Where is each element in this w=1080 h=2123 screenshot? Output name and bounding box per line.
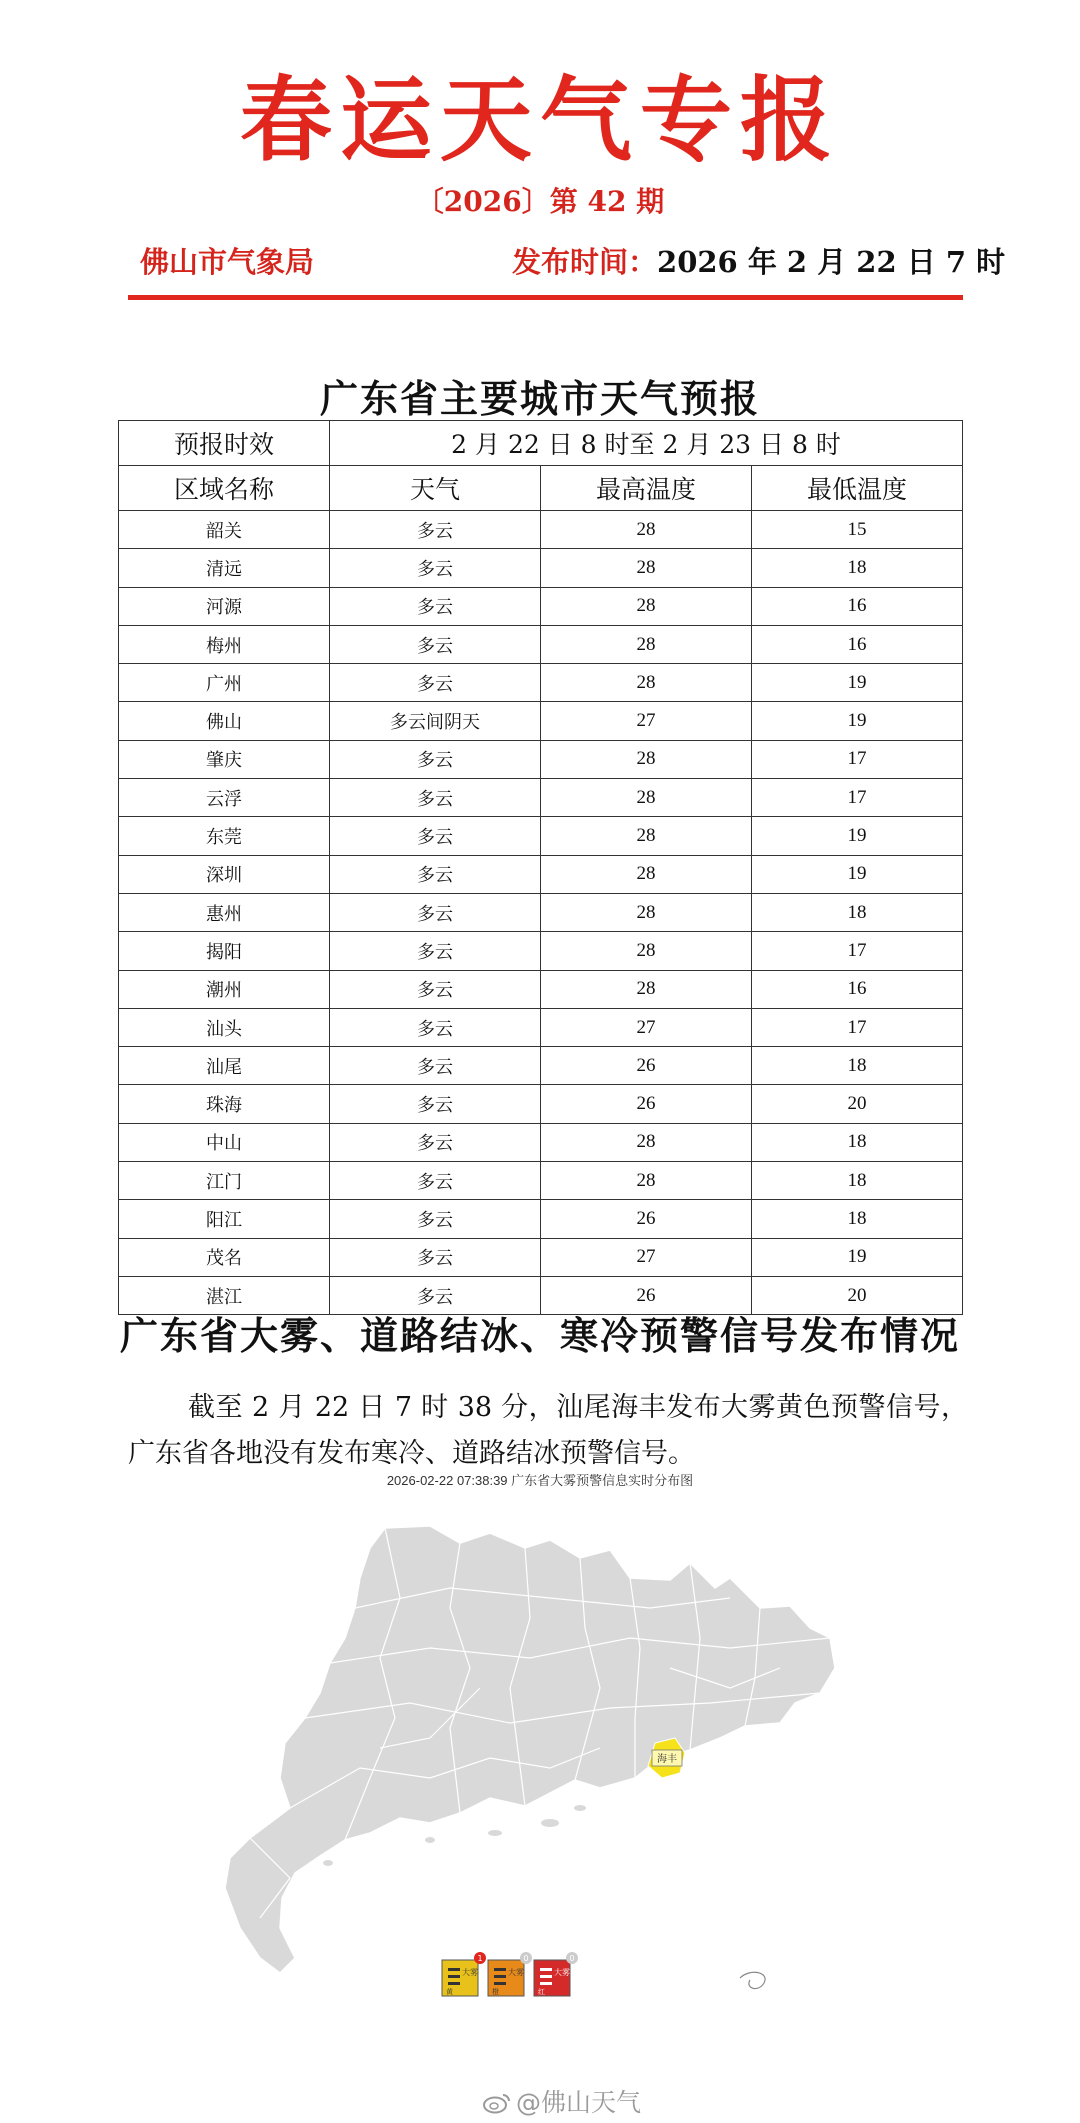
forecast-table: [118, 420, 963, 1315]
city-cell: 江门: [119, 1162, 330, 1200]
max-temp-cell: 26: [541, 1047, 752, 1085]
min-temp-cell: 19: [752, 855, 963, 893]
min-temp-cell: 18: [752, 893, 963, 931]
legend-count: 0: [523, 1954, 529, 1963]
legend-level: 红: [538, 1988, 545, 1996]
city-cell: 肇庆: [119, 740, 330, 778]
publish-time: [512, 240, 1005, 281]
max-temp-cell: 28: [541, 779, 752, 817]
max-temp-cell: 28: [541, 587, 752, 625]
min-temp-cell: 20: [752, 1276, 963, 1314]
legend-orange: [488, 1952, 532, 1996]
max-temp-cell: 27: [541, 1008, 752, 1046]
city-cell: 汕尾: [119, 1047, 330, 1085]
weather-cell: 多云: [330, 511, 541, 549]
city-cell: 揭阳: [119, 932, 330, 970]
max-temp-cell: 28: [541, 817, 752, 855]
city-cell: 云浮: [119, 779, 330, 817]
period-value: 2 月 22 日 8 时至 2 月 23 日 8 时: [330, 421, 963, 466]
max-temp-cell: 28: [541, 511, 752, 549]
max-temp-cell: 28: [541, 932, 752, 970]
weather-cell: 多云: [330, 1085, 541, 1123]
min-temp-cell: 19: [752, 1238, 963, 1276]
city-cell: 汕头: [119, 1008, 330, 1046]
publish-time-value: 2026 年 2 月 22 日 7 时: [657, 245, 1006, 279]
weather-cell: 多云: [330, 1008, 541, 1046]
warning-text: 截至 2 月 22 日 7 时 38 分，汕尾海丰发布大雾黄色预警信号，广东省各地没有发布寒冷、道路结冰预警信号。: [128, 1392, 968, 1469]
legend-count: 0: [569, 1954, 575, 1963]
min-temp-cell: 19: [752, 664, 963, 702]
city-cell: 韶关: [119, 511, 330, 549]
weibo-watermark: [482, 2083, 641, 2119]
forecast-period-row: [119, 421, 963, 466]
city-cell: 中山: [119, 1123, 330, 1161]
period-label: 预报时效: [119, 421, 330, 466]
forecast-row: [119, 1200, 963, 1238]
weather-cell: 多云: [330, 740, 541, 778]
legend-level: 黄: [446, 1988, 453, 1996]
max-temp-cell: 28: [541, 664, 752, 702]
column-header: 区域名称: [119, 466, 330, 511]
legend-word: 大雾: [462, 1968, 478, 1977]
max-temp-cell: 28: [541, 740, 752, 778]
min-temp-cell: 15: [752, 511, 963, 549]
min-temp-cell: 18: [752, 1200, 963, 1238]
city-cell: 清远: [119, 549, 330, 587]
weather-cell: 多云: [330, 855, 541, 893]
city-cell: 潮州: [119, 970, 330, 1008]
max-temp-cell: 26: [541, 1085, 752, 1123]
haifeng-label: 海丰: [657, 1754, 677, 1765]
max-temp-cell: 28: [541, 893, 752, 931]
city-cell: 惠州: [119, 893, 330, 931]
report-title: 春运天气专报: [239, 66, 840, 174]
weather-cell: 多云: [330, 549, 541, 587]
weather-cell: 多云: [330, 625, 541, 663]
map-legend: [442, 1952, 578, 1996]
weather-cell: 多云间阴天: [330, 702, 541, 740]
min-temp-cell: 18: [752, 1047, 963, 1085]
city-cell: 阳江: [119, 1200, 330, 1238]
legend-level: 橙: [492, 1988, 499, 1996]
forecast-row: [119, 893, 963, 931]
forecast-title: 广东省主要城市天气预报: [319, 376, 760, 421]
min-temp-cell: 17: [752, 1008, 963, 1046]
weather-cell: 多云: [330, 1123, 541, 1161]
city-cell: 广州: [119, 664, 330, 702]
weather-cell: 多云: [330, 1276, 541, 1314]
forecast-row: [119, 625, 963, 663]
forecast-row: [119, 587, 963, 625]
weibo-handle: @佛山天气: [516, 2088, 642, 2117]
min-temp-cell: 19: [752, 702, 963, 740]
min-temp-cell: 17: [752, 740, 963, 778]
min-temp-cell: 18: [752, 1123, 963, 1161]
weather-cell: 多云: [330, 970, 541, 1008]
guangdong-map: [130, 1488, 950, 2033]
forecast-row: [119, 1238, 963, 1276]
min-temp-cell: 16: [752, 587, 963, 625]
city-cell: 深圳: [119, 855, 330, 893]
min-temp-cell: 18: [752, 549, 963, 587]
min-temp-cell: 17: [752, 932, 963, 970]
city-cell: 珠海: [119, 1085, 330, 1123]
forecast-row: [119, 1008, 963, 1046]
min-temp-cell: 16: [752, 625, 963, 663]
legend-red: [534, 1952, 578, 1996]
forecast-row: [119, 511, 963, 549]
column-header: 天气: [330, 466, 541, 511]
weather-cell: 多云: [330, 817, 541, 855]
forecast-row: [119, 970, 963, 1008]
city-cell: 湛江: [119, 1276, 330, 1314]
forecast-row: [119, 1123, 963, 1161]
city-cell: 东莞: [119, 817, 330, 855]
forecast-row: [119, 1162, 963, 1200]
map-caption: 2026-02-22 07:38:39 广东省大雾预警信息实时分布图: [386, 1473, 694, 1488]
max-temp-cell: 28: [541, 1123, 752, 1161]
column-header: 最高温度: [541, 466, 752, 511]
forecast-row: [119, 817, 963, 855]
warning-title: 广东省大雾、道路结冰、寒冷预警信号发布情况: [119, 1313, 960, 1358]
city-cell: 梅州: [119, 625, 330, 663]
forecast-row: [119, 740, 963, 778]
min-temp-cell: 16: [752, 970, 963, 1008]
weather-cell: 多云: [330, 893, 541, 931]
weather-cell: 多云: [330, 587, 541, 625]
issue-number: 〔2026〕第 42 期: [415, 185, 665, 218]
city-cell: 河源: [119, 587, 330, 625]
max-temp-cell: 27: [541, 702, 752, 740]
max-temp-cell: 28: [541, 625, 752, 663]
weather-cell: 多云: [330, 1162, 541, 1200]
weather-cell: 多云: [330, 779, 541, 817]
legend-word: 大雾: [508, 1968, 524, 1977]
fog-warning-map: [130, 1470, 950, 2035]
weibo-icon: [482, 2092, 512, 2114]
forecast-row: [119, 855, 963, 893]
weather-cell: 多云: [330, 1047, 541, 1085]
max-temp-cell: 28: [541, 549, 752, 587]
forecast-row: [119, 932, 963, 970]
max-temp-cell: 27: [541, 1238, 752, 1276]
legend-yellow: [442, 1952, 486, 1996]
legend-word: 大雾: [554, 1968, 570, 1977]
min-temp-cell: 19: [752, 817, 963, 855]
max-temp-cell: 28: [541, 1162, 752, 1200]
weather-cell: 多云: [330, 664, 541, 702]
max-temp-cell: 28: [541, 855, 752, 893]
min-temp-cell: 17: [752, 779, 963, 817]
forecast-row: [119, 1085, 963, 1123]
province-shape: [225, 1526, 835, 1973]
city-cell: 佛山: [119, 702, 330, 740]
forecast-row: [119, 664, 963, 702]
weather-cell: 多云: [330, 1238, 541, 1276]
publish-time-label: 发布时间：: [512, 245, 658, 279]
forecast-row: [119, 549, 963, 587]
forecast-row: [119, 702, 963, 740]
city-cell: 茂名: [119, 1238, 330, 1276]
header-divider: [128, 295, 963, 300]
column-header: 最低温度: [752, 466, 963, 511]
weather-cell: 多云: [330, 1200, 541, 1238]
legend-count: 1: [477, 1954, 483, 1963]
max-temp-cell: 26: [541, 1276, 752, 1314]
forecast-row: [119, 1047, 963, 1085]
min-temp-cell: 20: [752, 1085, 963, 1123]
weather-cell: 多云: [330, 932, 541, 970]
issuer-name: 佛山市气象局: [140, 245, 315, 279]
forecast-row: [119, 779, 963, 817]
max-temp-cell: 26: [541, 1200, 752, 1238]
map-mark-icon: [740, 1972, 765, 1988]
max-temp-cell: 28: [541, 970, 752, 1008]
forecast-header-row: [119, 466, 963, 511]
min-temp-cell: 18: [752, 1162, 963, 1200]
